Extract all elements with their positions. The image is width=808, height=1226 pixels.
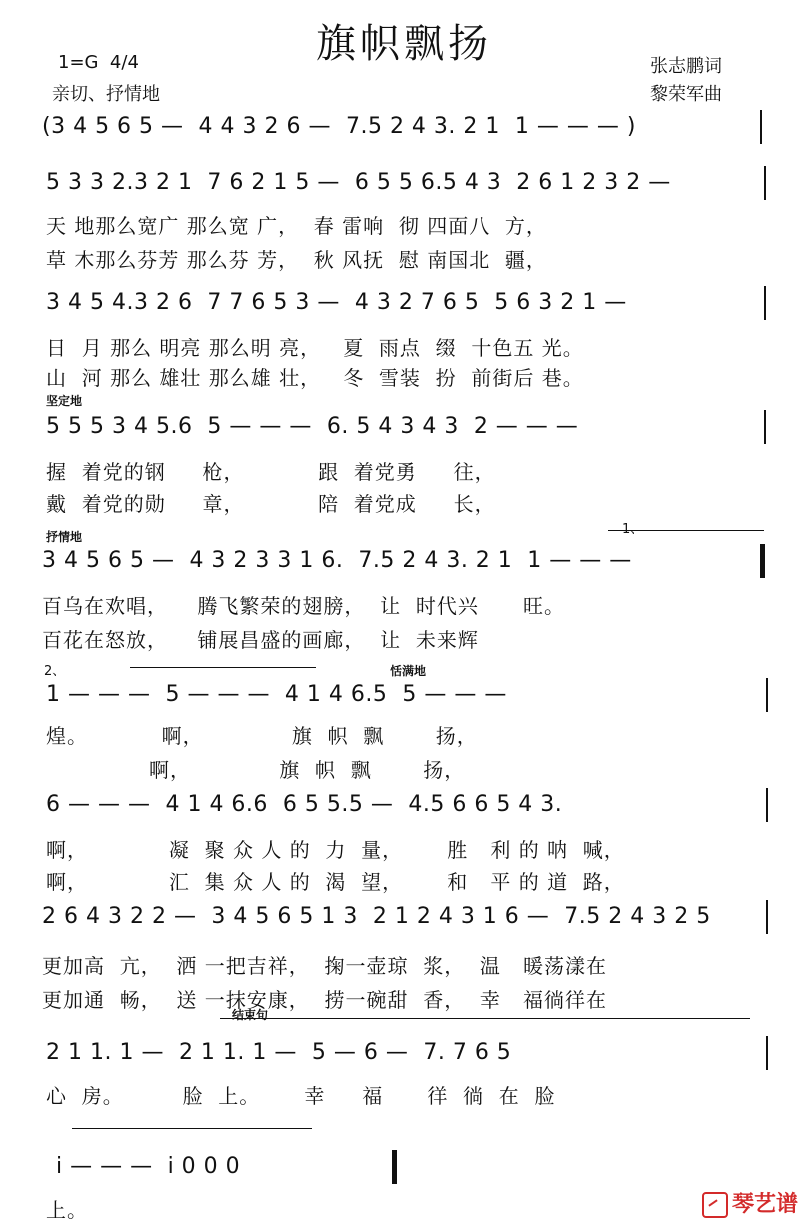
barline xyxy=(764,286,766,320)
lyric-line: 更加通 畅， 送 一抹安康， 捞一碗甜 香， 幸 福徜徉在 xyxy=(42,988,608,1012)
lyric-line: 天 地那么宽广 那么宽 广， 春 雷响 彻 四面八 方， xyxy=(46,214,547,238)
notation-line: 5 5 5 3 4 5.6 5 — — — 6. 5 4 3 4 3 2 — — — xyxy=(46,414,579,439)
notation-line: (3 4 5 6 5 — 4 4 3 2 6 — 7.5 2 4 3. 2 1 1 — — — ) xyxy=(42,114,636,139)
lyric-line: 戴 着党的勋 章， 陪 着党成 长， xyxy=(46,492,496,516)
tempo-marking: 抒情地 xyxy=(46,530,83,544)
notation-line: 2 6 4 3 2 2 — 3 4 5 6 5 1 3 2 1 2 4 3 1 6 — 7.5 2 4 3 2 5 xyxy=(42,904,711,929)
repeat-barline xyxy=(760,544,765,578)
lyric-line: 百花在怒放， 铺展昌盛的画廊， 让 未来辉 xyxy=(42,628,479,652)
lyric-line: 心 房。 脸 上。 幸 福 徉 徜 在 脸 xyxy=(46,1084,556,1108)
lyric-line: 啊， 旗 帜 飘 扬， xyxy=(46,758,466,782)
logo-icon xyxy=(702,1192,728,1218)
fermata-tie xyxy=(72,1128,312,1129)
barline xyxy=(766,1036,768,1070)
notation-line: 1 — — — 5 — — — 4 1 4 6.5 5 — — — xyxy=(46,682,507,707)
tempo-marking: 结束句 xyxy=(232,1008,269,1022)
site-logo xyxy=(702,1187,798,1218)
lyric-line: 百乌在欢唱， 腾飞繁荣的翅膀， 让 时代兴 旺。 xyxy=(42,594,566,618)
notation-line: 6 — — — 4 1 4 6.6 6 5 5.5 — 4.5 6 6 5 4 3. xyxy=(46,792,563,817)
lyricist-credit: 张志鹏词 xyxy=(650,56,722,77)
lyric-line: 握 着党的钢 枪， 跟 着党勇 往， xyxy=(46,460,496,484)
notation-line: 2 1 1. 1 — 2 1 1. 1 — 5 — 6 — 7. 7 6 5 xyxy=(46,1040,512,1065)
coda-bracket xyxy=(220,1018,750,1019)
barline xyxy=(766,678,768,712)
tempo-marking: 恬满地 xyxy=(390,664,427,678)
notation-line: 3 4 5 6 5 — 4 3 2 3 3 1 6. 7.5 2 4 3. 2 1 1 — — — xyxy=(42,548,632,573)
final-barline xyxy=(392,1150,397,1184)
tempo-marking: 坚定地 xyxy=(46,394,83,408)
song-title: 旗帜飘扬 xyxy=(316,21,492,67)
lyric-line: 啊， 汇 集 众 人 的 渴 望， 和 平 的 道 路， xyxy=(46,870,625,894)
barline xyxy=(764,410,766,444)
barline xyxy=(766,900,768,934)
barline xyxy=(766,788,768,822)
lyric-line: 日 月 那么 明亮 那么明 亮， 夏 雨点 缀 十色五 光。 xyxy=(46,336,584,360)
composer-credit: 黎荣军曲 xyxy=(650,84,722,105)
barline xyxy=(760,110,762,144)
volta-label: 2、 xyxy=(44,664,66,679)
volta-bracket xyxy=(130,667,316,668)
lyric-line: 草 木那么芬芳 那么芬 芳， 秋 风抚 慰 南国北 疆， xyxy=(46,248,547,272)
notation-line: i — — — i 0 0 0 xyxy=(56,1154,241,1179)
notation-line: 3 4 5 4.3 2 6 7 7 6 5 3 — 4 3 2 7 6 5 5 6 3 2 1 — xyxy=(46,290,627,315)
key-signature: 1=G 4/4 xyxy=(58,52,139,73)
lyric-line: 上。 xyxy=(46,1198,88,1222)
notation-line: 5 3 3 2.3 2 1 7 6 2 1 5 — 6 5 5 6.5 4 3 2 6 1 2 3 2 — xyxy=(46,170,671,195)
lyric-line: 更加高 亢， 洒 一把吉祥， 掬一壶琼 浆， 温 暖荡漾在 xyxy=(42,954,608,978)
volta-label: 1、 xyxy=(622,522,644,537)
lyric-line: 啊， 凝 聚 众 人 的 力 量， 胜 利 的 呐 喊， xyxy=(46,838,625,862)
lyric-line: 山 河 那么 雄壮 那么雄 壮， 冬 雪装 扮 前街后 巷。 xyxy=(46,366,584,390)
lyric-line: 煌。 啊， 旗 帜 飘 扬， xyxy=(46,724,478,748)
barline xyxy=(764,166,766,200)
expression-mark: 亲切、抒情地 xyxy=(52,84,160,105)
logo-text: 琴艺谱 xyxy=(731,1192,798,1217)
